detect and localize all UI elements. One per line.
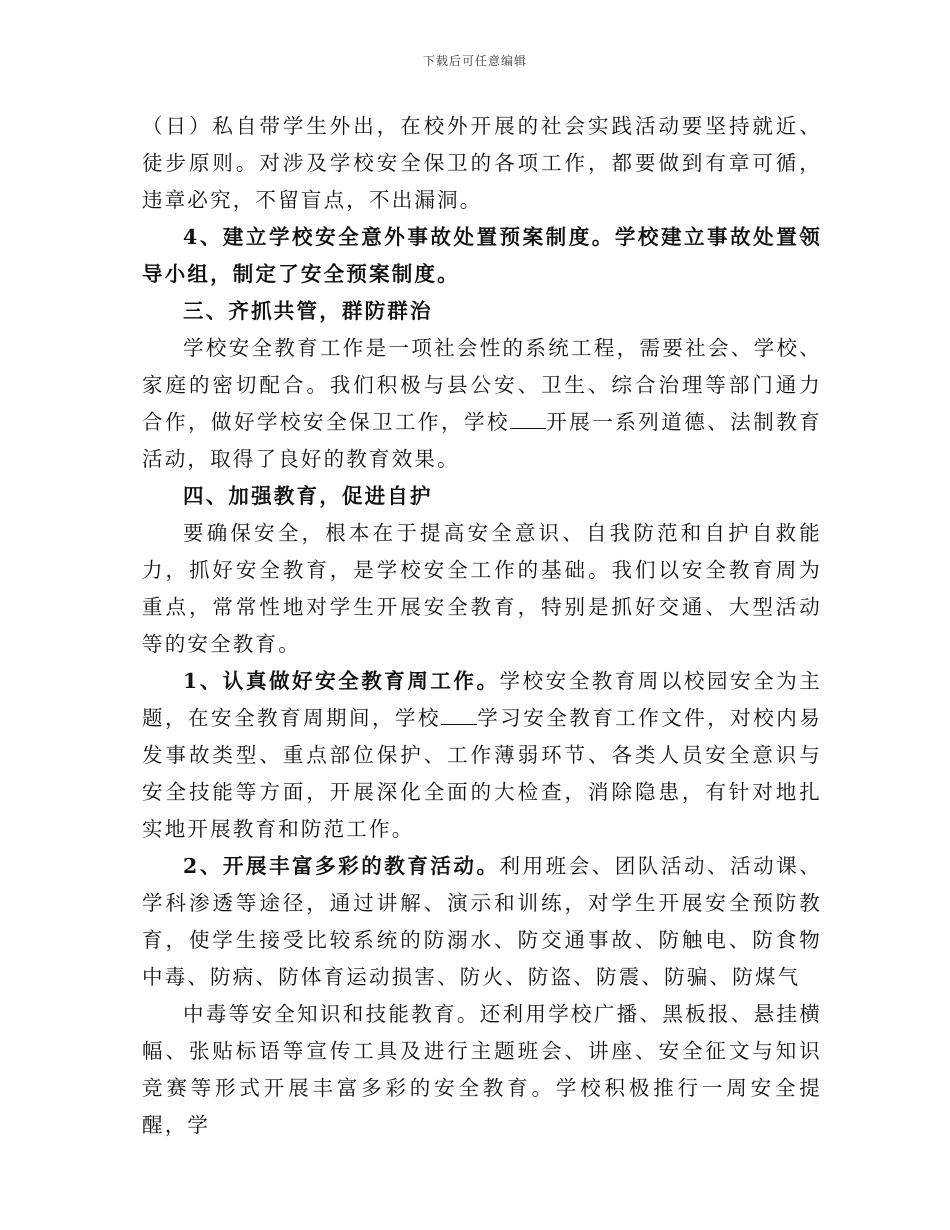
paragraph-cooperation-part2: 开展一系列道德、法制教育活动，取得了良好的教育效果。 [142,410,822,471]
paragraph-education-week [142,663,822,848]
paragraph-activities-body: 利用班会、团队活动、活动课、学科渗透等途径，通过讲解、演示和训练，对学生开展安全预防教育，使学生接受比较系统的防溺水、防交通事故、防触电、防食物中毒、防病、防体育运动损害、防火、防盗、防震、防骗、防煤气 [142,854,822,989]
paragraph-education-week-part1: 学校安全教育周以校园安全为主题，在安全教育周期间，学校 [142,669,822,730]
paragraph-education-basis: 要确保安全，根本在于提高安全意识、自我防范和自护自救能力，抓好安全教育，是学校安全工作的基础。我们以安全教育周为重点，常常性地对学生开展安全教育，特别是抓好交通、大型活动等的安全教育。 [142,521,822,656]
fill-blank [510,408,546,429]
page-header: 下载后可任意编辑 [422,54,527,68]
paragraph-education-week-part2: 学习安全教育工作文件，对校内易发事故类型、重点部位保护、工作薄弱环节、各类人员安全意识与安全技能等方面，开展深化全面的大检查，消除隐患，有针对地扎实地开展教育和防范工作。 [142,706,822,841]
paragraph-activities-lead: 2、开展丰富多彩的教育活动。 [183,854,500,878]
paragraph-cooperation-part1: 学校安全教育工作是一项社会性的系统工程，需要社会、学校、家庭的密切配合。我们积极与县公安、卫生、综合治理等部门通力合作，做好学校安全保卫工作，学校 [142,336,822,434]
fill-blank [441,704,477,725]
paragraph-cooperation [142,330,822,478]
section-heading-4: 四、加强教育，促进自护 [183,484,433,508]
paragraph-education-week-lead: 1、认真做好安全教育周工作。 [183,669,500,693]
paragraph-publicity: 中毒等安全知识和技能教育。还利用学校广播、黑板报、悬挂横幅、张贴标语等宣传工具及进行主题班会、讲座、安全征文与知识竞赛等形式开展丰富多彩的安全教育。学校积极推行一周安全提醒，学 [142,1002,822,1137]
paragraph-activities [142,848,822,996]
document-body [142,108,822,1144]
paragraph-accident-plan: 4、建立学校安全意外事故处置预案制度。学校建立事故处置领导小组，制定了安全预案制度。 [142,225,822,286]
section-heading-3: 三、齐抓共管，群防群治 [183,299,433,323]
paragraph-continuation: （日）私自带学生外出，在校外开展的社会实践活动要坚持就近、徒步原则。对涉及学校安全保卫的各项工作，都要做到有章可循，违章必究，不留盲点，不出漏洞。 [142,114,822,212]
